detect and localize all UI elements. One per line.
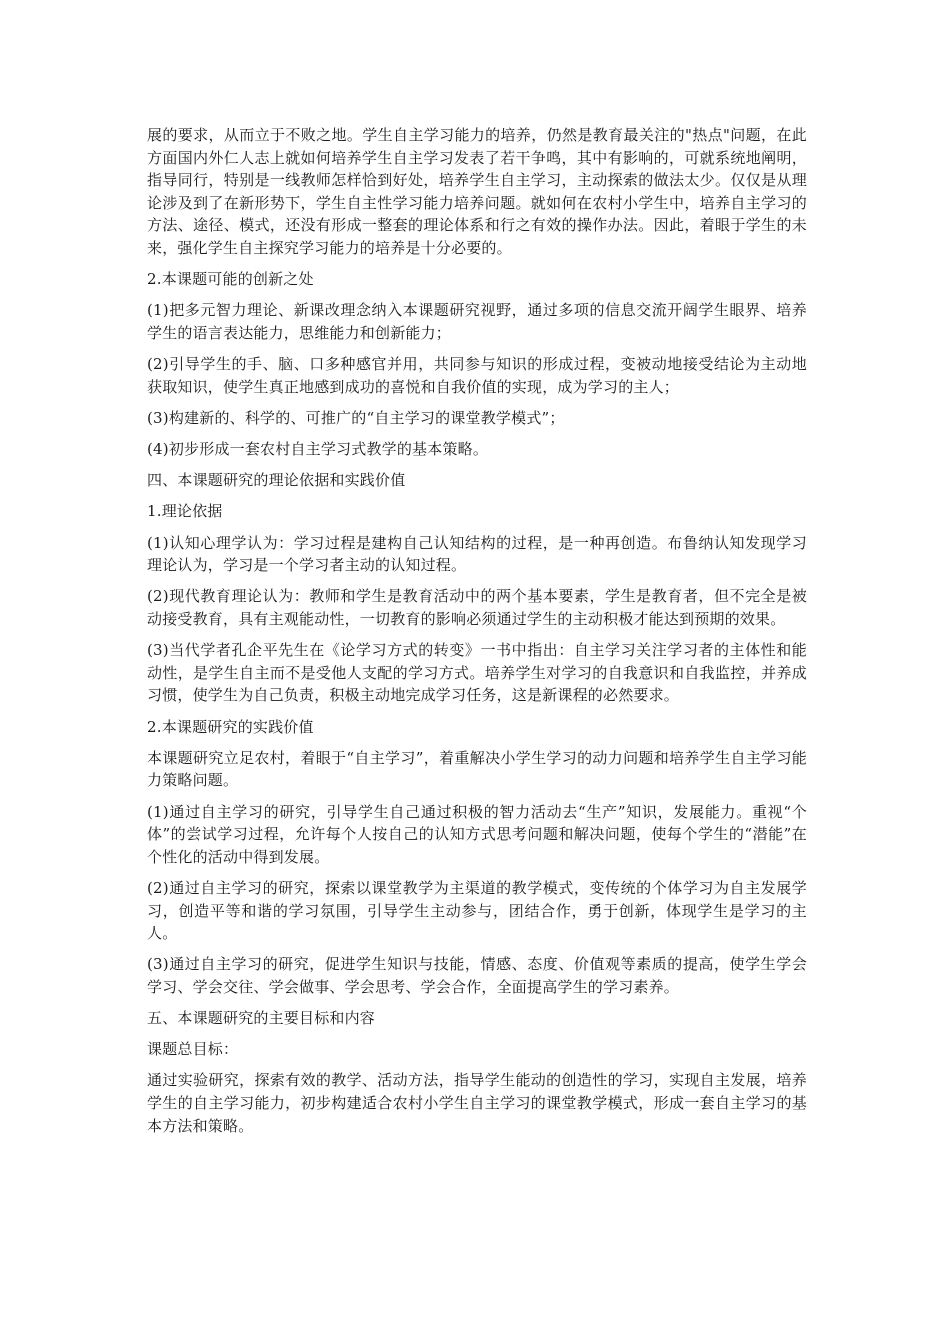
list-item-theory-2: (2)现代教育理论认为：教师和学生是教育活动中的两个基本要素，学生是教育者，但不完全是被动接受教育，具有主观能动性，一切教育的影响必须通过学生的主动积极才能达到预期的效果。	[147, 587, 807, 629]
list-item-practice-2: (2)通过自主学习的研究，探索以课堂教学为主渠道的教学模式，变传统的个体学习为自主发展学习，创造平等和谐的学习氛围，引导学生主动参与，团结合作，勇于创新，体现学生是学习的主人。	[147, 878, 807, 943]
section-heading-theory-practice: 四、本课题研究的理论依据和实践价值	[147, 471, 406, 490]
list-item-innovation-1: (1)把多元智力理论、新课改理念纳入本课题研究视野，通过多项的信息交流开阔学生眼界、培养学生的语言表达能力，思维能力和创新能力；	[147, 301, 807, 342]
heading-overall-goal: 课题总目标：	[147, 1040, 239, 1059]
heading-innovation: 2.本课题可能的创新之处	[147, 270, 314, 289]
list-item-innovation-3: (3)构建新的、科学的、可推广的“自主学习的课堂教学模式”；	[147, 408, 565, 427]
list-item-innovation-2: (2)引导学生的手、脑、口多种感官并用，共同参与知识的形成过程，变被动地接受结论为主动地获取知识，使学生真正地感到成功的喜悦和自我价值的实现，成为学习的主人；	[147, 355, 807, 396]
document-body	[147, 124, 807, 1146]
list-item-practice-1: (1)通过自主学习的研究，引导学生自己通过积极的智力活动去“生产”知识，发展能力。重视“个体”的尝试学习过程，允许每个人按自己的认知方式思考问题和解决问题，使每个学生的“潜能”在个性化的活动中得到发展。	[147, 802, 807, 866]
heading-theory-basis: 1.理论依据	[147, 502, 223, 521]
section-heading-goals: 五、本课题研究的主要目标和内容	[147, 1009, 376, 1028]
paragraph-intro-continuation: 展的要求，从而立于不败之地。学生自主学习能力的培养，仍然是教育最关注的"热点"问题，在此方面国内外仁人志上就如何培养学生自主学习发表了若干争鸣，其中有影响的，可就系统地阐明，指导同行，特别是一线教师怎样恰到好处，培养学生自主学习，主动探索的做法太少。仅仅是从理论涉及到了在新形势下，学生自主性学习能力培养问题。就如何在农村小学生中，培养自主学习的方法、途径、模式，还没有形成一整套的理论体系和行之有效的操作办法。因此，着眼于学生的未来，强化学生自主探究学习能力的培养是十分必要的。	[147, 126, 807, 257]
heading-practical-value: 2.本课题研究的实践价值	[147, 717, 314, 736]
list-item-innovation-4: (4)初步形成一套农村自主学习式教学的基本策略。	[147, 440, 489, 459]
list-item-practice-3: (3)通过自主学习的研究，促进学生知识与技能，情感、态度、价值观等素质的提高，使学生学会学习、学会交往、学会做事、学会思考、学会合作，全面提高学生的学习素养。	[147, 955, 807, 996]
list-item-theory-3: (3)当代学者孔企平先生在《论学习方式的转变》一书中指出：自主学习关注学习者的主体性和能动性，是学生自主而不是受他人支配的学习方式。培养学生对学习的自我意识和自我监控，并养成习惯，使学生为自己负责，积极主动地完成学习任务，这是新课程的必然要求。	[147, 641, 807, 705]
list-item-theory-1: (1)认知心理学认为：学习过程是建构自己认知结构的过程，是一种再创造。布鲁纳认知发现学习理论认为，学习是一个学习者主动的认知过程。	[147, 533, 807, 575]
paragraph-overall-goal: 通过实验研究，探索有效的教学、活动方法，指导学生能动的创造性的学习，实现自主发展，培养学生的自主学习能力，初步构建适合农村小学生自主学习的课堂教学模式，形成一套自主学习的基本方法和策略。	[147, 1071, 807, 1135]
paragraph-practical-intro: 本课题研究立足农村，着眼于“自主学习”，着重解决小学生学习的动力问题和培养学生自主学习能力策略问题。	[147, 748, 807, 790]
